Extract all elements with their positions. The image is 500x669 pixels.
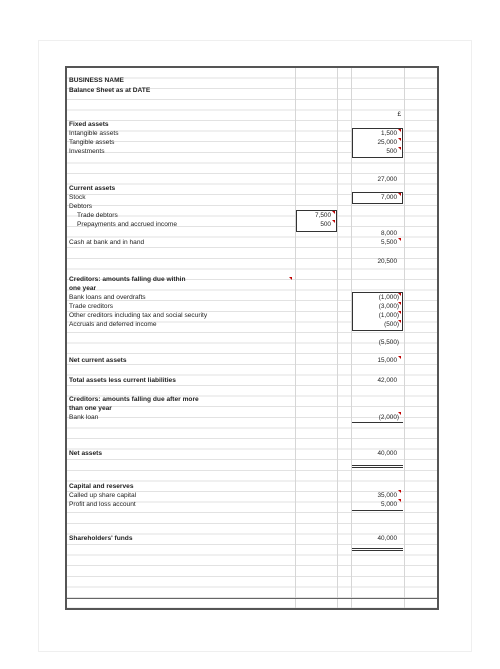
comment-marker [398, 193, 401, 196]
shareholders-funds-value: 40,000 [377, 535, 397, 542]
total-assets-less-cl-label: Total assets less current liabilities [69, 377, 176, 384]
creditors-within-heading-2: one year [69, 285, 97, 292]
comment-marker [398, 412, 401, 415]
intangible-assets-label: Intangible assets [69, 130, 119, 137]
column-divider [295, 68, 296, 608]
trade-creditors-label: Trade creditors [69, 303, 114, 310]
stock-value: 7,000 [381, 194, 397, 201]
prepayments-label: Prepayments and accrued income [77, 221, 178, 228]
cash-value: 5,500 [381, 239, 397, 246]
comment-marker [398, 302, 401, 305]
subtotal-rule [352, 422, 403, 423]
currency-symbol: £ [397, 111, 401, 118]
stock-label: Stock [69, 194, 86, 201]
comment-marker [398, 129, 401, 132]
current-assets-total: 20,500 [377, 258, 397, 265]
comment-marker [398, 490, 401, 493]
debtors-label: Debtors [69, 203, 93, 210]
comment-marker [398, 311, 401, 314]
current-assets-heading: Current assets [69, 185, 116, 192]
trade-debtors-value: 7,500 [315, 212, 331, 219]
comment-marker [398, 320, 401, 323]
comment-marker [398, 138, 401, 141]
comment-marker [398, 356, 401, 359]
called-up-label: Called up share capital [69, 492, 137, 499]
comment-marker [398, 238, 401, 241]
balance-sheet [65, 66, 439, 610]
accruals-label: Accruals and deferred income [69, 321, 157, 328]
cash-label: Cash at bank and in hand [69, 239, 145, 246]
double-rule-top [352, 548, 403, 549]
called-up-value: 35,000 [377, 492, 397, 499]
investments-value: 500 [386, 148, 397, 155]
debtors-total: 8,000 [381, 230, 397, 237]
other-creditors-label: Other creditors including tax and social security [69, 312, 208, 319]
net-assets-value: 40,000 [377, 450, 397, 457]
profit-loss-label: Profit and loss account [69, 501, 136, 508]
creditors-after-heading-1: Creditors: amounts falling due after more [69, 396, 199, 403]
profit-loss-value: 5,000 [381, 501, 397, 508]
shareholders-funds-label: Shareholders' funds [69, 535, 133, 542]
bank-loan-label: Bank loan [69, 414, 99, 421]
net-current-assets-label: Net current assets [69, 357, 127, 364]
comment-marker [332, 220, 335, 223]
sheet-title: Balance Sheet as at DATE [69, 87, 151, 94]
net-current-assets-value: 15,000 [377, 357, 397, 364]
tangible-assets-label: Tangible assets [69, 139, 115, 146]
trade-creditors-value: (3,000) [378, 303, 399, 310]
net-assets-label: Net assets [69, 450, 102, 457]
total-assets-less-cl-value: 42,000 [377, 377, 397, 384]
intangible-assets-value: 1,500 [381, 130, 397, 137]
capital-reserves-heading: Capital and reserves [69, 483, 134, 490]
double-rule-bottom [352, 550, 403, 551]
fixed-assets-total: 27,000 [377, 176, 397, 183]
creditors-within-heading-1: Creditors: amounts falling due within [69, 276, 186, 283]
fixed-assets-heading: Fixed assets [69, 121, 109, 128]
column-divider [404, 68, 405, 608]
sheet-bottom-rule [67, 598, 437, 599]
comment-marker [289, 277, 292, 280]
column-divider [337, 68, 338, 608]
prepayments-value: 500 [320, 221, 331, 228]
bank-loans-label: Bank loans and overdrafts [69, 294, 146, 301]
comment-marker [398, 293, 401, 296]
comment-marker [398, 147, 401, 150]
tangible-assets-value: 25,000 [377, 139, 397, 146]
double-rule-bottom [352, 467, 403, 468]
double-rule-top [352, 465, 403, 466]
comment-marker [332, 211, 335, 214]
accruals-value: (500) [384, 321, 399, 328]
other-creditors-value: (1,000) [378, 312, 399, 319]
comment-marker [398, 499, 401, 502]
trade-debtors-label: Trade debtors [77, 212, 118, 219]
investments-label: Investments [69, 148, 105, 155]
bank-loan-value: (2,000) [378, 414, 399, 421]
creditors-within-total: (5,500) [378, 339, 399, 346]
subtotal-rule [352, 510, 403, 511]
creditors-after-heading-2: than one year [69, 405, 112, 412]
business-name: BUSINESS NAME [69, 77, 124, 84]
bank-loans-value: (1,000) [378, 294, 399, 301]
